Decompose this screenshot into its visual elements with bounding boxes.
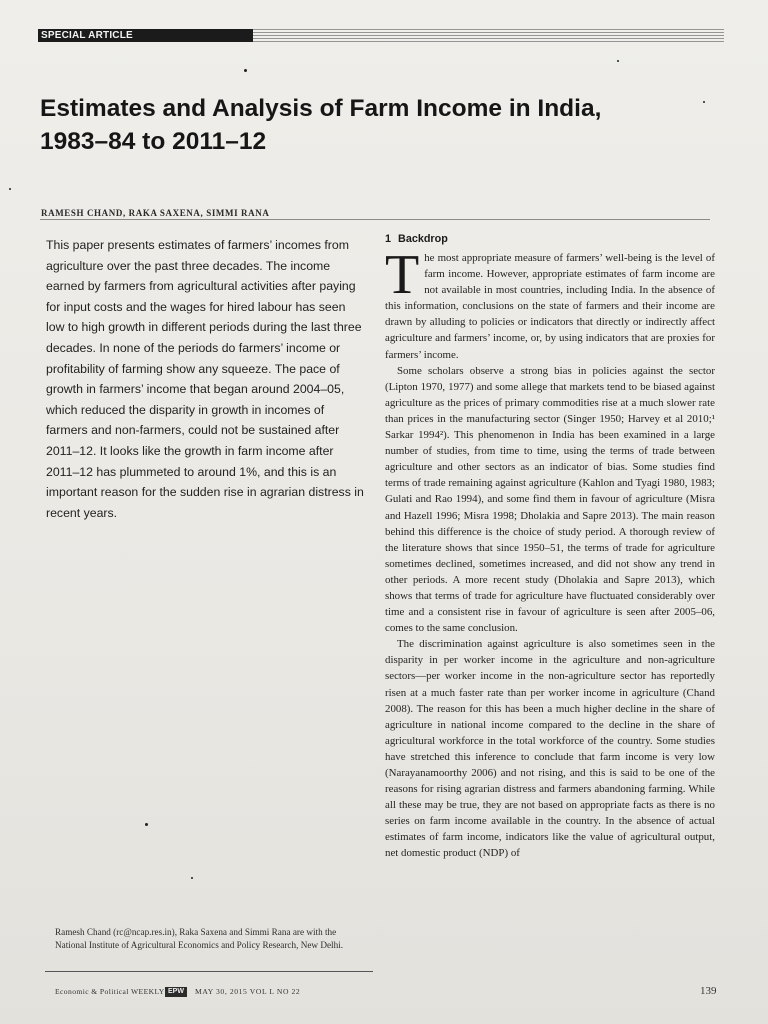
section-tag: SPECIAL ARTICLE <box>38 29 253 42</box>
page-number: 139 <box>700 985 717 997</box>
journal-name: Economic & Political WEEKLY <box>55 987 165 996</box>
issue-info: MAY 30, 2015 VOL L NO 22 <box>195 987 301 996</box>
paragraph-1-text: he most appropriate measure of farmers’ well-being is the level of farm income. However, appropriate estimates of farm income are not available in most countries, including India. In the absence of this information, conclusions on the state of farmers and their income are drawn by alluding to policies or indicators that directly or indirectly affect agriculture and farmers’ income, or, by using indicators that are proxies for farmers’ income. <box>385 252 715 361</box>
header-hatch-rule <box>253 29 724 42</box>
print-speck <box>145 823 148 826</box>
drop-cap: T <box>385 244 420 306</box>
article-body <box>385 232 715 862</box>
paragraph-1 <box>385 244 715 363</box>
print-speck <box>703 101 705 103</box>
print-speck <box>617 60 619 62</box>
section-header <box>38 29 724 42</box>
print-speck <box>9 188 11 190</box>
title-line-2: 1983–84 to 2011–12 <box>40 128 267 155</box>
paragraph-2: Some scholars observe a strong bias in policies against the sector (Lipton 1970, 1977) and some allege that markets tend to be biased against agriculture as the prices of primary commodities rise at a much slower rate than prices in the manufacturing sector (Singer 1950; Harvey et al 2010;¹ Sarkar 1994²). This phenomenon in India has been examined in a large number of studies, from time to time, using the terms of trade between agriculture and other sectors as an indicator of bias. Some studies find terms of trade remaining against agriculture (Kahlon and Tyagi 1980, 1983; Gulati and Rao 1994), and some find them in favour of agriculture (Misra and Hazell 1996; Misra 1998; Dholakia and Sapre 2013). The main reason behind this difference is the choice of study period. A thorough review of the literature shows that since 1950–51, the terms of trade for agriculture sometimes declined, sometimes increased, and did not show any trend in other periods. A more recent study (Dholakia and Sapre 2013), which shows that terms of trade for agriculture have fluctuated considerably over time and a consistent rise in favour of agriculture is seen after 2005–06, comes to the same conclusion. <box>385 364 715 635</box>
journal-logo: EPW <box>165 987 187 997</box>
page-footer <box>55 987 725 1001</box>
footnote-divider <box>45 971 373 972</box>
abstract: This paper presents estimates of farmers’ incomes from agriculture over the past three decades. The income earned by farmers from agricultural activities after paying for input costs and the wages for hired labour has seen low to high growth in different periods during the last three decades. In none of the periods do farmers’ income or profitability of farming show any squeeze. The pace of growth in farmers’ income that began around 2004–05, which reduced the disparity in growth in incomes of farmers and non-farmers, could not be sustained after 2011–12. It looks like the growth in farm income after 2011–12 has plummeted to around 1%, and this is an important reason for the sudden rise in agrarian distress in recent years. <box>46 238 364 520</box>
author-list: RAMESH CHAND, RAKA SAXENA, SIMMI RANA <box>41 208 270 218</box>
author-divider <box>40 219 710 220</box>
article-title <box>40 92 730 158</box>
section-number: 1 <box>385 233 392 245</box>
author-affiliation: Ramesh Chand (rc@ncap.res.in), Raka Saxena and Simmi Rana are with the National Institute of Agricultural Economics and Policy Research, New Delhi. <box>55 927 344 950</box>
section-title: Backdrop <box>398 233 448 245</box>
title-line-1: Estimates and Analysis of Farm Income in India, <box>40 95 602 122</box>
section-heading <box>385 232 715 246</box>
print-speck <box>191 877 193 879</box>
paragraph-3: The discrimination against agriculture is also sometimes seen in the disparity in per worker income in the agriculture and non-agriculture sectors—per worker income in the non-agriculture sector has reportedly risen at a much faster rate than per worker income in agriculture (Chand 2008). The reason for this has been a much higher decline in the share of agriculture in national income compared to the decline in the share of agricultural workforce in the total workforce of the country. Some studies have stretched this inference to conclude that farm income is very low (Narayanamoorthy 2006) and not rising, and this is said to be one of the reasons for rising agrarian distress and farmers abandoning farming. While all these may be true, they are not based on appropriate facts as there is no series on farm income available in the country. In the absence of actual estimates of farm income, indicators like the value of agricultural output, net domestic product (NDP) of <box>385 638 715 860</box>
print-speck <box>244 69 247 72</box>
